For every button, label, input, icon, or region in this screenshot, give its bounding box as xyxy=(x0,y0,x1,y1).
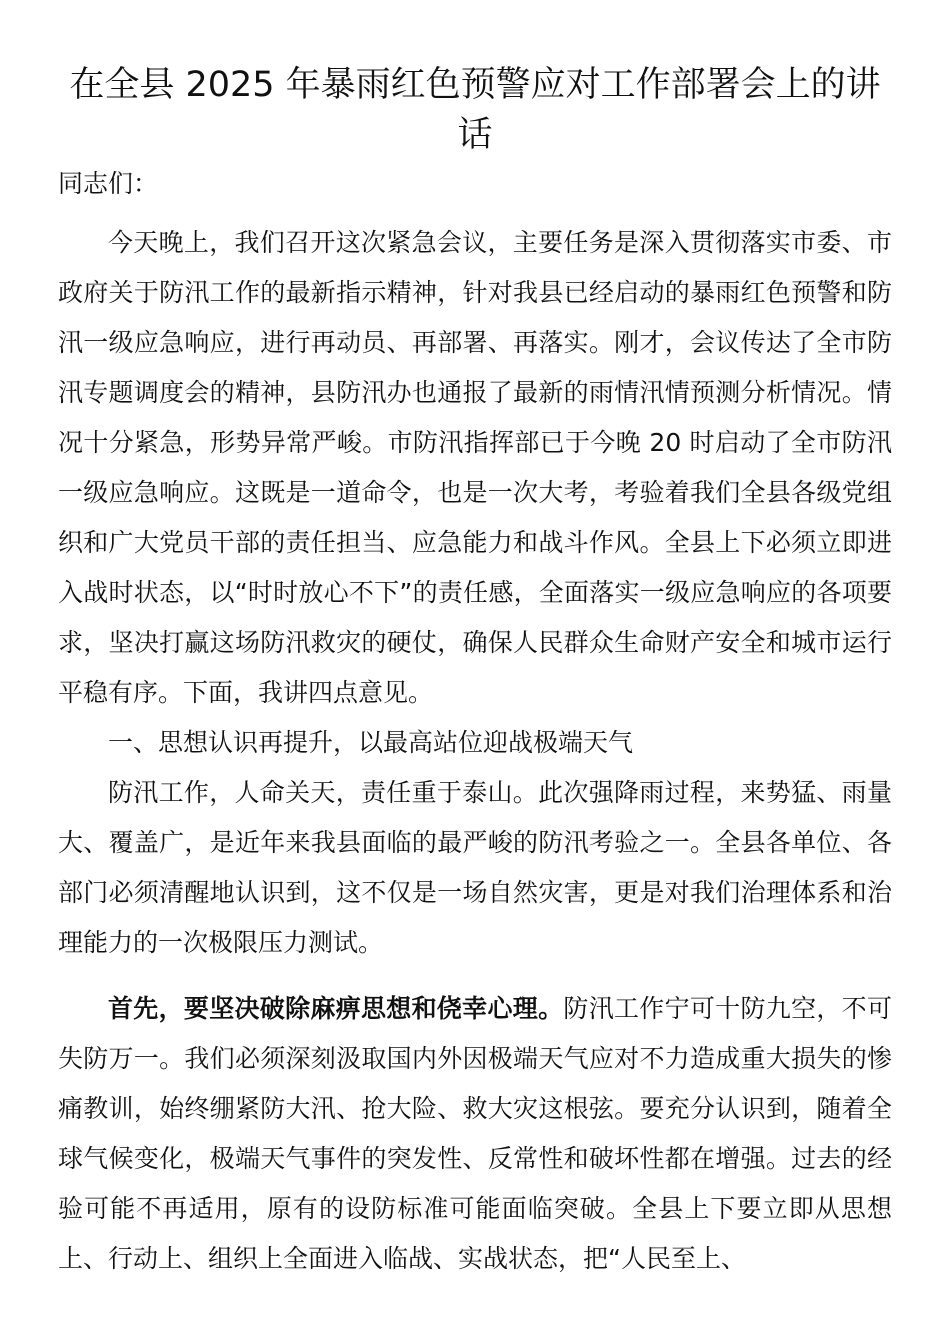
paragraph-section1: 防汛工作，人命关天，责任重于泰山。此次强降雨过程，来势猛、雨量大、覆盖广，是近年来我县面临的最严峻的防汛考验之一。全县各单位、各部门必须清醒地认识到，这不仅是一场自然灾害，更是对我们治理体系和治理能力的一次极限压力测试。 xyxy=(58,778,892,957)
document-title: 在全县 2025 年暴雨红色预警应对工作部署会上的讲话 xyxy=(69,65,881,155)
paragraph-intro: 今天晚上，我们召开这次紧急会议，主要任务是深入贯彻落实市委、市政府关于防汛工作的最新指示精神，针对我县已经启动的暴雨红色预警和防汛一级应急响应，进行再动员、再部署、再落实。刚才，会议传达了全市防汛专题调度会的精神，县防汛办也通报了最新的雨情汛情预测分析情况。情况十分紧急，形势异常严峻。市防汛指挥部已于今晚 20 时启动了全市防汛一级应急响应。这既是一道命令，也是一次大考，考验着我们全县各级党组织和广大党员干部的责任担当、应急能力和战斗作风。全县上下必须立即进入战时状态，以“时时放心不下”的责任感，全面落实一级应急响应的各项要求，坚决打赢这场防汛救灾的硬仗，确保人民群众生命财产安全和城市运行平稳有序。下面，我讲四点意见。 xyxy=(58,228,892,707)
paragraph-first-point xyxy=(58,984,892,1284)
paragraph-lead-bold: 首先，要坚决破除麻痹思想和侥幸心理。 xyxy=(108,994,564,1023)
section-heading-1: 一、思想认识再提升，以最高站位迎战极端天气 xyxy=(108,728,634,757)
paragraph-body: 防汛工作宁可十防九空，不可失防万一。我们必须深刻汲取国内外因极端天气应对不力造成重大损失的惨痛教训，始终绷紧防大汛、抢大险、救大灾这根弦。要充分认识到，随着全球气候变化，极端天气事件的突发性、反常性和破坏性都在增强。过去的经验可能不再适用，原有的设防标准可能面临突破。全县上下要立即从思想上、行动上、组织上全面进入临战、实战状态，把“人民至上、 xyxy=(58,994,892,1273)
salutation: 同志们： xyxy=(58,169,159,198)
document-page xyxy=(58,60,892,1284)
